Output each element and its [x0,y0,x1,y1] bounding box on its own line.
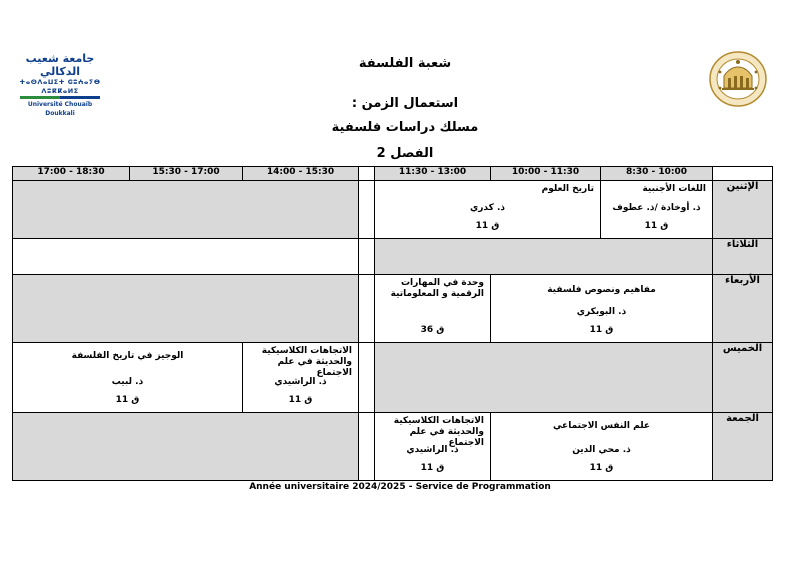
course-room: ق 36 [420,325,445,335]
lunch-gap [359,275,375,343]
course-title: علم النفس الاجتماعي [552,421,651,431]
university-logo [14,52,106,117]
lunch-gap [359,413,375,481]
course-room: ق 11 [115,395,140,405]
university-name-tifinagh: ⵜⴰⵙⴷⴰⵡⵉⵜ ⵛⵓⵄⴰⵢⴱ ⴷⵓⴽⴽⴰⵍⵉ [19,78,101,95]
university-name-ar: جامعة شعيب الدكالي [25,52,95,78]
day-label-monday: الإثنين [713,181,773,239]
lunch-gap-header [359,167,375,181]
course-professor: ذ. البوبكري [576,307,627,317]
timeslot-header-3: 11:30 - 13:00 [375,167,491,181]
course-professor: ذ. كدري [469,203,506,213]
lunch-gap [359,343,375,413]
course-room: ق 11 [589,325,614,335]
timeslot-header-1: 8:30 - 10:00 [601,167,713,181]
university-name-fr: Université Chouaïb Doukkali [27,101,93,117]
track-title: مسلك دراسات فلسفية [331,120,479,135]
course-cell [375,181,601,239]
course-title: الاتجاهات الكلاسيكية والحديثة في علم الاجتماع [393,416,484,448]
course-cell [601,181,713,239]
course-title: وحدة في المهارات الرقمية و المعلوماتية [390,278,484,299]
course-professor: ذ. أوخادة /ذ. عطوف [612,203,701,213]
timeslot-header-4: 14:00 - 15:30 [243,167,359,181]
course-professor: ذ. الراشيدي [406,445,459,455]
course-cell [375,413,491,481]
friday-afternoon-empty [13,413,359,481]
course-title: مفاهيم ونصوص فلسفية [547,285,656,295]
course-professor: ذ. محي الدين [572,445,631,455]
timeslot-header-6: 17:00 - 18:30 [13,167,130,181]
wednesday-afternoon-empty [13,275,359,343]
course-cell [491,413,713,481]
course-room: ق 11 [420,463,445,473]
course-title: اللغات الأجنبية [642,184,706,194]
lunch-gap [359,181,375,239]
semester-title: الفصل 2 [376,146,434,161]
course-cell [375,275,491,343]
course-cell [491,275,713,343]
day-label-tuesday: الثلاثاء [713,239,773,275]
timetable [12,166,772,480]
course-title: الوجيز في تاريخ الفلسفة [71,351,184,361]
course-cell [243,343,359,413]
timeslot-header-2: 10:00 - 11:30 [491,167,601,181]
day-label-thursday: الخميس [713,343,773,413]
course-title: الاتجاهات الكلاسيكية والحديثة في علم الاجتماع [261,346,352,378]
monday-afternoon-empty [13,181,359,239]
page-title: استعمال الزمن : [351,96,459,111]
tuesday-afternoon-empty [13,239,359,275]
day-label-wednesday: الأربعاء [713,275,773,343]
course-room: ق 11 [475,221,500,231]
day-column-header [713,167,773,181]
course-room: ق 11 [644,221,669,231]
lunch-gap [359,239,375,275]
department-title: شعبة الفلسفة [358,56,452,71]
course-cell [13,343,243,413]
footer-text: Année universitaire 2024/2025 - Service de Programmation [249,482,551,492]
logo-stripe [20,96,100,99]
course-professor: ذ. الراشيدي [274,377,327,387]
course-room: ق 11 [288,395,313,405]
course-title: تاريخ العلوم [541,184,594,194]
course-room: ق 11 [589,463,614,473]
course-professor: ذ. لبيب [111,377,144,387]
day-label-friday: الجمعة [713,413,773,481]
faculty-emblem-icon [708,50,768,108]
thursday-morning-empty [375,343,713,413]
timeslot-header-5: 15:30 - 17:00 [130,167,243,181]
tuesday-morning-empty [375,239,713,275]
